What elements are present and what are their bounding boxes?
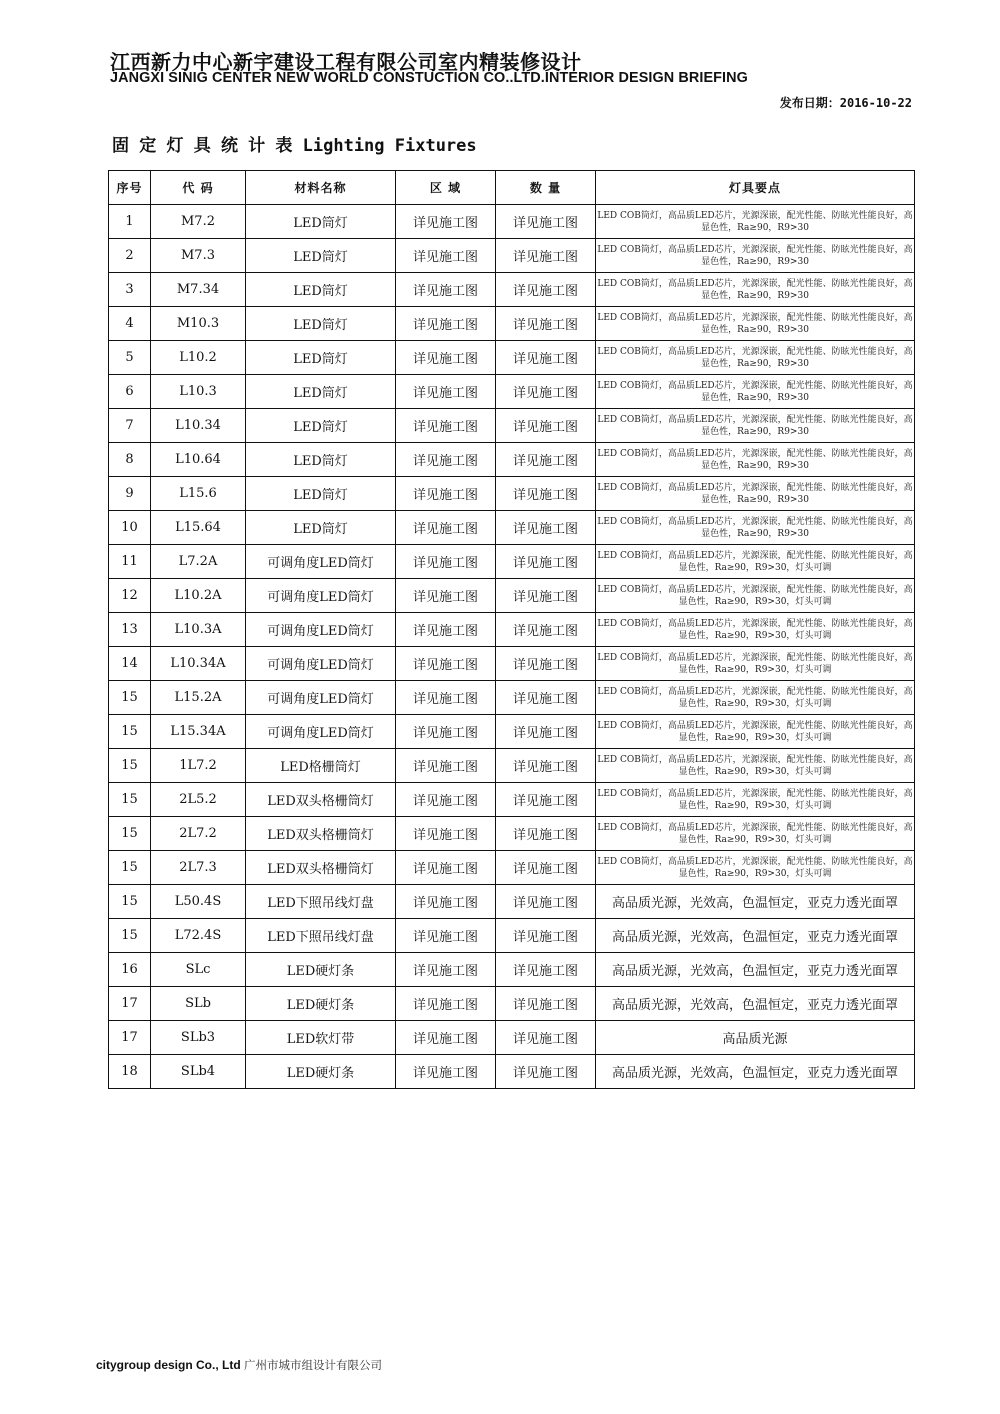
cell-key-points: LED COB筒灯，高品质LED芯片，光源深嵌，配光性能、防眩光性能良好，高显色性，Ra≥90，R9>30，灯头可调 — [596, 715, 915, 749]
cell-row-number: 4 — [109, 307, 151, 341]
cell-row-number: 17 — [109, 1021, 151, 1055]
cell-quantity: 详见施工图 — [496, 273, 596, 307]
cell-key-points: LED COB筒灯，高品质LED芯片，光源深嵌，配光性能、防眩光性能良好，高显色性，Ra≥90，R9>30，灯头可调 — [596, 851, 915, 885]
table-body — [109, 205, 915, 1089]
table-row — [109, 545, 915, 579]
cell-quantity: 详见施工图 — [496, 681, 596, 715]
cell-material-name: LED筒灯 — [246, 375, 396, 409]
table-row — [109, 307, 915, 341]
cell-material-name: LED下照吊线灯盘 — [246, 919, 396, 953]
cell-key-points: LED COB筒灯，高品质LED芯片，光源深嵌，配光性能、防眩光性能良好，高显色性，Ra≥90，R9>30，灯头可调 — [596, 783, 915, 817]
cell-key-points: LED COB筒灯，高品质LED芯片，光源深嵌，配光性能、防眩光性能良好，高显色性，Ra≥90，R9>30 — [596, 511, 915, 545]
table-row — [109, 749, 915, 783]
cell-key-points: 高品质光源，光效高，色温恒定，亚克力透光面罩 — [596, 919, 915, 953]
cell-fixture-code: 1L7.2 — [151, 749, 246, 783]
cell-quantity: 详见施工图 — [496, 749, 596, 783]
table-row — [109, 409, 915, 443]
cell-quantity: 详见施工图 — [496, 239, 596, 273]
table-row — [109, 1055, 915, 1089]
cell-fixture-code: M7.2 — [151, 205, 246, 239]
cell-row-number: 12 — [109, 579, 151, 613]
table-row — [109, 851, 915, 885]
cell-area: 详见施工图 — [396, 443, 496, 477]
cell-material-name: 可调角度LED筒灯 — [246, 545, 396, 579]
cell-area: 详见施工图 — [396, 1055, 496, 1089]
cell-fixture-code: SLb — [151, 987, 246, 1021]
cell-area: 详见施工图 — [396, 647, 496, 681]
cell-fixture-code: L72.4S — [151, 919, 246, 953]
cell-row-number: 18 — [109, 1055, 151, 1089]
cell-quantity: 详见施工图 — [496, 579, 596, 613]
cell-quantity: 详见施工图 — [496, 647, 596, 681]
cell-material-name: LED软灯带 — [246, 1021, 396, 1055]
cell-quantity: 详见施工图 — [496, 613, 596, 647]
column-header-quantity: 数 量 — [496, 171, 596, 205]
cell-area: 详见施工图 — [396, 885, 496, 919]
cell-fixture-code: L7.2A — [151, 545, 246, 579]
cell-fixture-code: M10.3 — [151, 307, 246, 341]
cell-fixture-code: L15.6 — [151, 477, 246, 511]
cell-row-number: 6 — [109, 375, 151, 409]
cell-key-points: LED COB筒灯，高品质LED芯片，光源深嵌，配光性能、防眩光性能良好，高显色性，Ra≥90，R9>30，灯头可调 — [596, 647, 915, 681]
cell-material-name: LED筒灯 — [246, 205, 396, 239]
lighting-fixtures-table — [108, 170, 915, 1089]
cell-quantity: 详见施工图 — [496, 1021, 596, 1055]
cell-quantity: 详见施工图 — [496, 409, 596, 443]
cell-material-name: LED双头格栅筒灯 — [246, 851, 396, 885]
cell-row-number: 1 — [109, 205, 151, 239]
document-title-cn: 江西新力中心新宇建设工程有限公司室内精装修设计 — [110, 50, 582, 74]
cell-quantity: 详见施工图 — [496, 783, 596, 817]
cell-row-number: 15 — [109, 919, 151, 953]
table-row — [109, 681, 915, 715]
cell-key-points: 高品质光源，光效高，色温恒定，亚克力透光面罩 — [596, 987, 915, 1021]
cell-row-number: 15 — [109, 681, 151, 715]
cell-material-name: 可调角度LED筒灯 — [246, 613, 396, 647]
cell-key-points: LED COB筒灯，高品质LED芯片，光源深嵌，配光性能、防眩光性能良好，高显色性，Ra≥90，R9>30 — [596, 375, 915, 409]
cell-area: 详见施工图 — [396, 783, 496, 817]
cell-key-points: LED COB筒灯，高品质LED芯片，光源深嵌，配光性能、防眩光性能良好，高显色性，Ra≥90，R9>30，灯头可调 — [596, 579, 915, 613]
cell-fixture-code: L10.3 — [151, 375, 246, 409]
cell-quantity: 详见施工图 — [496, 205, 596, 239]
document-title-en: JANGXI SINIG CENTER NEW WORLD CONSTUCTION CO..LTD.INTERIOR DESIGN BRIEFING — [110, 70, 748, 86]
cell-row-number: 15 — [109, 817, 151, 851]
cell-area: 详见施工图 — [396, 851, 496, 885]
cell-material-name: LED筒灯 — [246, 477, 396, 511]
cell-quantity: 详见施工图 — [496, 919, 596, 953]
table-row — [109, 647, 915, 681]
cell-key-points: 高品质光源，光效高，色温恒定，亚克力透光面罩 — [596, 1055, 915, 1089]
cell-material-name: LED筒灯 — [246, 239, 396, 273]
cell-quantity: 详见施工图 — [496, 341, 596, 375]
cell-fixture-code: SLb3 — [151, 1021, 246, 1055]
table-row — [109, 817, 915, 851]
cell-quantity: 详见施工图 — [496, 443, 596, 477]
cell-area: 详见施工图 — [396, 681, 496, 715]
table-row — [109, 341, 915, 375]
cell-fixture-code: L10.2 — [151, 341, 246, 375]
table-row — [109, 919, 915, 953]
cell-key-points: LED COB筒灯，高品质LED芯片，光源深嵌，配光性能、防眩光性能良好，高显色性，Ra≥90，R9>30 — [596, 409, 915, 443]
cell-area: 详见施工图 — [396, 919, 496, 953]
table-row — [109, 783, 915, 817]
table-row — [109, 443, 915, 477]
cell-quantity: 详见施工图 — [496, 885, 596, 919]
cell-row-number: 7 — [109, 409, 151, 443]
cell-key-points: LED COB筒灯，高品质LED芯片，光源深嵌，配光性能、防眩光性能良好，高显色性，Ra≥90，R9>30 — [596, 205, 915, 239]
table-row — [109, 375, 915, 409]
cell-area: 详见施工图 — [396, 613, 496, 647]
cell-area: 详见施工图 — [396, 341, 496, 375]
cell-row-number: 3 — [109, 273, 151, 307]
cell-area: 详见施工图 — [396, 579, 496, 613]
column-header-area: 区 域 — [396, 171, 496, 205]
cell-row-number: 16 — [109, 953, 151, 987]
cell-fixture-code: M7.34 — [151, 273, 246, 307]
cell-material-name: LED筒灯 — [246, 409, 396, 443]
cell-area: 详见施工图 — [396, 749, 496, 783]
table-row — [109, 579, 915, 613]
cell-area: 详见施工图 — [396, 953, 496, 987]
cell-key-points: LED COB筒灯，高品质LED芯片，光源深嵌，配光性能、防眩光性能良好，高显色性，Ra≥90，R9>30，灯头可调 — [596, 749, 915, 783]
cell-fixture-code: L15.34A — [151, 715, 246, 749]
cell-row-number: 10 — [109, 511, 151, 545]
column-header-number: 序号 — [109, 171, 151, 205]
cell-row-number: 2 — [109, 239, 151, 273]
cell-quantity: 详见施工图 — [496, 817, 596, 851]
cell-quantity: 详见施工图 — [496, 307, 596, 341]
cell-key-points: LED COB筒灯，高品质LED芯片，光源深嵌，配光性能、防眩光性能良好，高显色性，Ra≥90，R9>30 — [596, 443, 915, 477]
table-row — [109, 511, 915, 545]
cell-row-number: 15 — [109, 749, 151, 783]
cell-fixture-code: M7.3 — [151, 239, 246, 273]
cell-area: 详见施工图 — [396, 375, 496, 409]
cell-area: 详见施工图 — [396, 817, 496, 851]
table-row — [109, 239, 915, 273]
table-row — [109, 205, 915, 239]
cell-material-name: LED筒灯 — [246, 273, 396, 307]
cell-row-number: 15 — [109, 885, 151, 919]
table-row — [109, 273, 915, 307]
cell-key-points: LED COB筒灯，高品质LED芯片，光源深嵌，配光性能、防眩光性能良好，高显色性，Ra≥90，R9>30 — [596, 307, 915, 341]
cell-material-name: 可调角度LED筒灯 — [246, 681, 396, 715]
cell-material-name: LED下照吊线灯盘 — [246, 885, 396, 919]
cell-material-name: LED筒灯 — [246, 341, 396, 375]
cell-key-points: LED COB筒灯，高品质LED芯片，光源深嵌，配光性能、防眩光性能良好，高显色性，Ra≥90，R9>30 — [596, 477, 915, 511]
table-row — [109, 477, 915, 511]
cell-quantity: 详见施工图 — [496, 715, 596, 749]
cell-key-points: 高品质光源，光效高，色温恒定，亚克力透光面罩 — [596, 953, 915, 987]
table-row — [109, 613, 915, 647]
cell-quantity: 详见施工图 — [496, 477, 596, 511]
cell-material-name: 可调角度LED筒灯 — [246, 647, 396, 681]
cell-area: 详见施工图 — [396, 239, 496, 273]
table-row — [109, 953, 915, 987]
table-row — [109, 1021, 915, 1055]
footer-company-cn: 广州市城市组设计有限公司 — [244, 1358, 383, 1372]
publish-date-line — [780, 94, 912, 111]
cell-row-number: 17 — [109, 987, 151, 1021]
cell-area: 详见施工图 — [396, 987, 496, 1021]
cell-row-number: 11 — [109, 545, 151, 579]
cell-material-name: 可调角度LED筒灯 — [246, 579, 396, 613]
cell-quantity: 详见施工图 — [496, 1055, 596, 1089]
cell-area: 详见施工图 — [396, 205, 496, 239]
cell-area: 详见施工图 — [396, 273, 496, 307]
cell-row-number: 15 — [109, 715, 151, 749]
cell-key-points: LED COB筒灯，高品质LED芯片，光源深嵌，配光性能、防眩光性能良好，高显色性，Ra≥90，R9>30，灯头可调 — [596, 681, 915, 715]
cell-row-number: 15 — [109, 851, 151, 885]
section-title: 固 定 灯 具 统 计 表 Lighting Fixtures — [112, 136, 477, 156]
cell-area: 详见施工图 — [396, 1021, 496, 1055]
cell-key-points: 高品质光源，光效高，色温恒定，亚克力透光面罩 — [596, 885, 915, 919]
cell-material-name: 可调角度LED筒灯 — [246, 715, 396, 749]
cell-area: 详见施工图 — [396, 715, 496, 749]
publish-date-value: 2016-10-22 — [839, 96, 912, 110]
cell-quantity: 详见施工图 — [496, 375, 596, 409]
cell-fixture-code: L10.64 — [151, 443, 246, 477]
cell-area: 详见施工图 — [396, 477, 496, 511]
footer — [96, 1357, 382, 1373]
cell-row-number: 13 — [109, 613, 151, 647]
cell-row-number: 15 — [109, 783, 151, 817]
cell-fixture-code: L15.2A — [151, 681, 246, 715]
cell-row-number: 14 — [109, 647, 151, 681]
table-row — [109, 715, 915, 749]
cell-quantity: 详见施工图 — [496, 545, 596, 579]
cell-fixture-code: 2L7.2 — [151, 817, 246, 851]
cell-fixture-code: L10.34 — [151, 409, 246, 443]
cell-key-points: LED COB筒灯，高品质LED芯片，光源深嵌，配光性能、防眩光性能良好，高显色性，Ra≥90，R9>30，灯头可调 — [596, 613, 915, 647]
cell-area: 详见施工图 — [396, 409, 496, 443]
column-header-code: 代 码 — [151, 171, 246, 205]
cell-key-points: LED COB筒灯，高品质LED芯片，光源深嵌，配光性能、防眩光性能良好，高显色性，Ra≥90，R9>30 — [596, 273, 915, 307]
cell-quantity: 详见施工图 — [496, 953, 596, 987]
table-header-row — [109, 171, 915, 205]
footer-company-en: citygroup design Co., Ltd — [96, 1358, 241, 1372]
cell-material-name: LED硬灯条 — [246, 987, 396, 1021]
cell-material-name: LED筒灯 — [246, 443, 396, 477]
cell-quantity: 详见施工图 — [496, 987, 596, 1021]
cell-area: 详见施工图 — [396, 511, 496, 545]
cell-area: 详见施工图 — [396, 545, 496, 579]
cell-fixture-code: L10.3A — [151, 613, 246, 647]
cell-quantity: 详见施工图 — [496, 851, 596, 885]
column-header-material-name: 材料名称 — [246, 171, 396, 205]
cell-key-points: LED COB筒灯，高品质LED芯片，光源深嵌，配光性能、防眩光性能良好，高显色性，Ra≥90，R9>30 — [596, 239, 915, 273]
column-header-key-points: 灯具要点 — [596, 171, 915, 205]
cell-material-name: LED双头格栅筒灯 — [246, 783, 396, 817]
cell-key-points: LED COB筒灯，高品质LED芯片，光源深嵌，配光性能、防眩光性能良好，高显色性，Ra≥90，R9>30，灯头可调 — [596, 545, 915, 579]
cell-key-points: 高品质光源 — [596, 1021, 915, 1055]
cell-fixture-code: 2L7.3 — [151, 851, 246, 885]
cell-fixture-code: SLc — [151, 953, 246, 987]
cell-row-number: 8 — [109, 443, 151, 477]
cell-key-points: LED COB筒灯，高品质LED芯片，光源深嵌，配光性能、防眩光性能良好，高显色性，Ra≥90，R9>30 — [596, 341, 915, 375]
cell-key-points: LED COB筒灯，高品质LED芯片，光源深嵌，配光性能、防眩光性能良好，高显色性，Ra≥90，R9>30，灯头可调 — [596, 817, 915, 851]
cell-fixture-code: 2L5.2 — [151, 783, 246, 817]
cell-material-name: LED双头格栅筒灯 — [246, 817, 396, 851]
cell-row-number: 9 — [109, 477, 151, 511]
table-row — [109, 885, 915, 919]
cell-material-name: LED硬灯条 — [246, 1055, 396, 1089]
cell-fixture-code: L10.34A — [151, 647, 246, 681]
cell-fixture-code: SLb4 — [151, 1055, 246, 1089]
cell-material-name: LED格栅筒灯 — [246, 749, 396, 783]
cell-fixture-code: L10.2A — [151, 579, 246, 613]
publish-date-label: 发布日期： — [779, 96, 840, 110]
cell-fixture-code: L50.4S — [151, 885, 246, 919]
table-row — [109, 987, 915, 1021]
cell-area: 详见施工图 — [396, 307, 496, 341]
cell-material-name: LED硬灯条 — [246, 953, 396, 987]
cell-material-name: LED筒灯 — [246, 511, 396, 545]
cell-row-number: 5 — [109, 341, 151, 375]
cell-fixture-code: L15.64 — [151, 511, 246, 545]
cell-quantity: 详见施工图 — [496, 511, 596, 545]
cell-material-name: LED筒灯 — [246, 307, 396, 341]
